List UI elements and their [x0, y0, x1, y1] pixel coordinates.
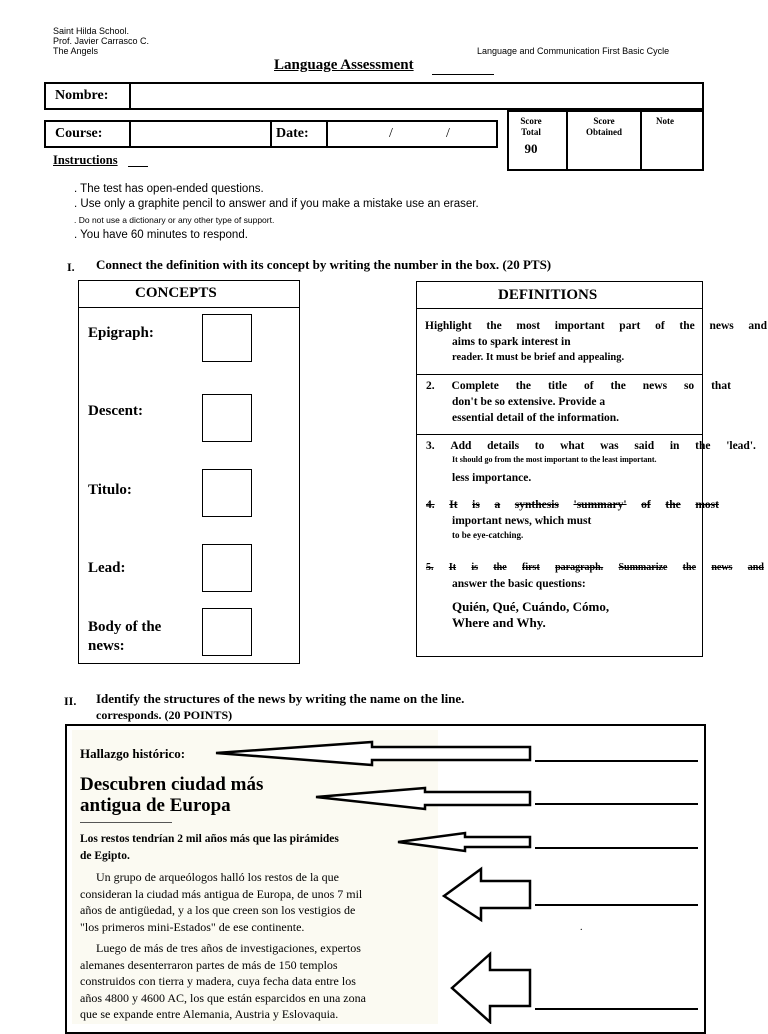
arrow-lead-icon — [444, 869, 530, 920]
score-obtained-label-1: Score — [593, 116, 615, 126]
word: the — [610, 380, 626, 392]
score-total-label-1: Score — [520, 116, 542, 126]
word: to — [534, 440, 545, 452]
word: title — [547, 380, 568, 392]
word: in — [669, 440, 680, 452]
article-lead-line: años de antigüedad, y a los que creen son los vestigios de — [80, 903, 356, 917]
word: news — [709, 320, 734, 332]
concept-epigraph: Epigraph: — [88, 325, 154, 341]
word: It — [448, 562, 457, 573]
word: 4. — [426, 499, 435, 511]
concept-body-line-2: news: — [88, 638, 125, 654]
arrow-epigraph-icon — [216, 742, 530, 765]
word: of — [641, 499, 651, 511]
definition-1-line-3: reader. It must be brief and appealing. — [452, 352, 625, 363]
article-lead-line: consideran la ciudad más antigua de Europa, de unos 7 mil — [80, 886, 363, 901]
word: a — [494, 499, 501, 511]
word: said — [634, 440, 655, 452]
instructions-heading: Instructions — [53, 153, 118, 167]
word: first — [522, 562, 540, 573]
article-bajada-line-1: Los restos tendrían 2 mil años más que las pirámides — [80, 833, 339, 845]
name-label: Nombre: — [55, 88, 109, 103]
word: of — [584, 380, 594, 392]
article-headline-line-2: antigua de Europa — [80, 795, 231, 816]
word: of — [655, 320, 665, 332]
instruction-item: . Do not use a dictionary or any other type of support. — [74, 215, 275, 225]
stray-dot: . — [580, 922, 583, 933]
date-separator-1: / — [389, 126, 393, 141]
section-2-prompt-line-1: Identify the structures of the news by writing the name on the line. — [96, 691, 465, 706]
score-total-value: 90 — [524, 141, 538, 156]
word: the — [679, 320, 695, 332]
word: is — [471, 562, 479, 573]
section-2-prompt-line-2: corresponds. (20 POINTS) — [96, 708, 233, 722]
word: 3. — [426, 440, 435, 452]
word: and — [747, 562, 764, 573]
score-total-label-2: Total — [521, 127, 541, 137]
concept-body-line-1: Body of the — [88, 619, 162, 635]
word: the — [493, 562, 507, 573]
definition-5-line-3: Quién, Qué, Cuándo, Cómo, — [452, 599, 610, 614]
section-2-numeral: II. — [64, 694, 77, 708]
word: the — [695, 440, 711, 452]
definition-4-line-3: to be eye-catching. — [452, 530, 524, 540]
word: that — [711, 380, 731, 392]
word: the — [665, 499, 681, 511]
school-name: Saint Hilda School. — [53, 26, 130, 36]
word: the — [486, 320, 502, 332]
place-name: The Angels — [53, 46, 99, 56]
word: 'summary' — [573, 499, 627, 511]
course-label: Course: — [55, 126, 103, 141]
section-1-prompt: Connect the definition with its concept by writing the number in the box. (20 PTS) — [96, 257, 552, 272]
answer-line-headline[interactable] — [535, 803, 698, 805]
word: what — [560, 440, 585, 452]
score-obtained-label-2: Obtained — [585, 127, 622, 137]
page-title: Language Assessment — [274, 57, 414, 73]
note-label: Note — [656, 116, 674, 126]
arrow-headline-icon — [316, 788, 530, 809]
word: and — [748, 320, 767, 332]
definition-1-line-2: aims to spark interest in — [452, 336, 571, 348]
concept-descent: Descent: — [88, 403, 143, 419]
word: the — [515, 380, 532, 392]
answer-line-epigraph[interactable] — [535, 760, 698, 762]
word: news — [642, 380, 668, 392]
word: part — [619, 320, 641, 332]
article-lead-line: "los primeros mini-Estados" de ese continente. — [80, 919, 305, 934]
word: so — [683, 380, 695, 392]
date-separator-2: / — [446, 126, 450, 141]
instruction-item: . Use only a graphite pencil to answer and if you make a mistake use an eraser. — [74, 198, 479, 210]
teacher-name: Prof. Javier Carrasco C. — [53, 36, 150, 46]
word: paragraph. — [555, 562, 604, 573]
article-body-line: construidos con tierra y madera, cuya fecha data entre los — [80, 974, 356, 988]
answer-line-body[interactable] — [535, 1008, 698, 1010]
word: Highlight — [425, 320, 472, 332]
definition-5-line-4: Where and Why. — [452, 615, 546, 630]
definitions-heading: DEFINITIONS — [498, 287, 598, 303]
concept-lead: Lead: — [88, 560, 126, 576]
concepts-heading: CONCEPTS — [135, 285, 217, 301]
article-body-line: años 4800 y 4600 AC, los que están esparcidos en una zona — [80, 990, 366, 1005]
article-body-line: alemanes desenterraron partes de más de 150 templos — [80, 957, 338, 972]
concept-titulo: Titulo: — [88, 482, 132, 498]
word: important — [554, 320, 605, 332]
article-headline-line-1: Descubren ciudad más — [80, 774, 264, 795]
article-body-line: Luego de más de tres años de investigaciones, expertos — [96, 941, 361, 955]
definition-5-line-2: answer the basic questions: — [452, 578, 586, 590]
word: details — [487, 440, 520, 452]
word: 'lead'. — [726, 440, 756, 452]
word: 5. — [426, 562, 434, 573]
word: synthesis — [514, 499, 559, 511]
arrow-body-icon — [452, 954, 530, 1022]
word: Summarize — [618, 562, 668, 573]
definition-2-line-3: essential detail of the information. — [452, 412, 620, 424]
instruction-item: . You have 60 minutes to respond. — [74, 229, 248, 241]
word: Complete — [451, 380, 499, 392]
article-body-line: que se expande entre Alemania, Austria y Eslovaquia. — [80, 1007, 339, 1021]
arrow-bajada-icon — [398, 833, 530, 851]
definition-2-line-2: don't be so extensive. Provide a — [452, 396, 606, 408]
word: 2. — [426, 380, 435, 392]
instruction-item: . The test has open-ended questions. — [74, 183, 264, 195]
date-label: Date: — [276, 126, 309, 141]
definition-3-line-3: less importance. — [452, 472, 532, 484]
article-lead-line: Un grupo de arqueólogos halló los restos de la que — [96, 870, 339, 884]
definition-4-line-2: important news, which must — [452, 515, 592, 527]
word: It — [449, 499, 458, 511]
word: was — [600, 440, 619, 452]
section-1-numeral: I. — [67, 260, 75, 274]
word: news — [711, 562, 733, 573]
word: most — [516, 320, 541, 332]
subject-label: Language and Communication First Basic Cycle — [477, 46, 670, 56]
word: is — [472, 499, 480, 511]
article-epigraph: Hallazgo histórico: — [80, 746, 186, 761]
answer-line-lead[interactable] — [535, 904, 698, 906]
answer-line-bajada[interactable] — [535, 847, 698, 849]
word: the — [682, 562, 697, 573]
word: most — [695, 499, 719, 511]
word: Add — [450, 440, 472, 452]
definition-3-line-2: It should go from the most important to the least important. — [452, 455, 657, 464]
article-bajada-line-2: de Egipto. — [80, 850, 130, 862]
